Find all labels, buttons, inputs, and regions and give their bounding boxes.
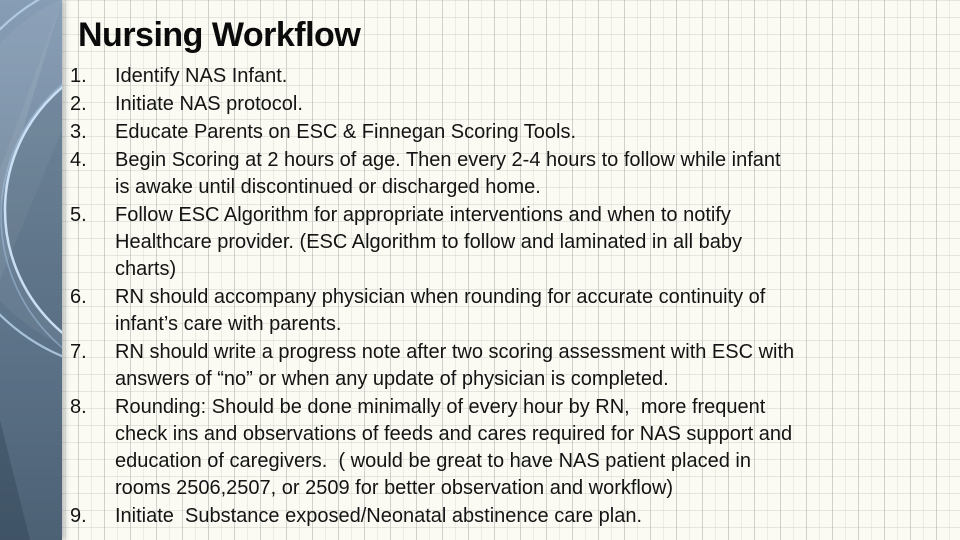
list-item-line: Educate Parents on ESC & Finnegan Scoring Tools. — [115, 121, 577, 143]
list-item-text — [115, 339, 890, 393]
list-item — [70, 147, 890, 201]
list-item-line: rooms 2506,2507, or 2509 for better observation and workflow) — [115, 477, 674, 499]
list-item — [70, 339, 890, 393]
slide-content — [70, 14, 890, 531]
list-item — [70, 503, 890, 530]
list-item-line: RN should accompany physician when rounding for accurate continuity of — [115, 286, 766, 308]
list-item-line: RN should write a progress note after two scoring assessment with ESC with — [115, 341, 795, 363]
list-item-line: infant’s care with parents. — [115, 313, 342, 335]
list-item-line: Initiate Substance exposed/Neonatal abstinence care plan. — [115, 505, 643, 527]
swoosh-decoration-icon — [0, 0, 62, 540]
list-item-line: Healthcare provider. (ESC Algorithm to follow and laminated in all baby — [115, 231, 742, 253]
list-item-number: 2. — [70, 93, 87, 115]
list-item-line: Rounding: Should be done minimally of every hour by RN, more frequent — [115, 396, 766, 418]
list-item-line: charts) — [115, 258, 177, 280]
list-item-number: 3. — [70, 121, 87, 143]
list-item-text — [115, 91, 890, 118]
list-item-text — [115, 63, 890, 90]
list-item-line: is awake until discontinued or discharged home. — [115, 176, 541, 198]
list-item-text — [115, 394, 890, 502]
sidebar-decoration — [0, 0, 62, 540]
list-item-text — [115, 119, 890, 146]
list-item — [70, 284, 890, 338]
list-item — [70, 119, 890, 146]
list-item-text — [115, 202, 890, 283]
list-item-line: education of caregivers. ( would be great to have NAS patient placed in — [115, 450, 751, 472]
list-item-number: 1. — [70, 65, 87, 87]
list-item-number: 4. — [70, 149, 87, 171]
list-item-number: 8. — [70, 396, 87, 418]
list-item — [70, 63, 890, 90]
list-item-line: check ins and observations of feeds and cares required for NAS support and — [115, 423, 793, 445]
numbered-list — [70, 63, 890, 530]
list-item-text — [115, 284, 890, 338]
list-item-number: 5. — [70, 204, 87, 226]
list-item-line: answers of “no” or when any update of physician is completed. — [115, 368, 669, 390]
list-item — [70, 202, 890, 283]
list-item-number: 6. — [70, 286, 87, 308]
list-item-text — [115, 147, 890, 201]
list-item-line: Begin Scoring at 2 hours of age. Then every 2-4 hours to follow while infant — [115, 149, 781, 171]
list-item-number: 7. — [70, 341, 87, 363]
list-item-line: Follow ESC Algorithm for appropriate interventions and when to notify — [115, 204, 731, 226]
list-item-number: 9. — [70, 505, 87, 527]
slide-title: Nursing Workflow — [78, 16, 361, 54]
list-item-line: Initiate NAS protocol. — [115, 93, 303, 115]
list-item-text — [115, 503, 890, 530]
list-item — [70, 394, 890, 502]
list-item — [70, 91, 890, 118]
list-item-line: Identify NAS Infant. — [115, 65, 288, 87]
